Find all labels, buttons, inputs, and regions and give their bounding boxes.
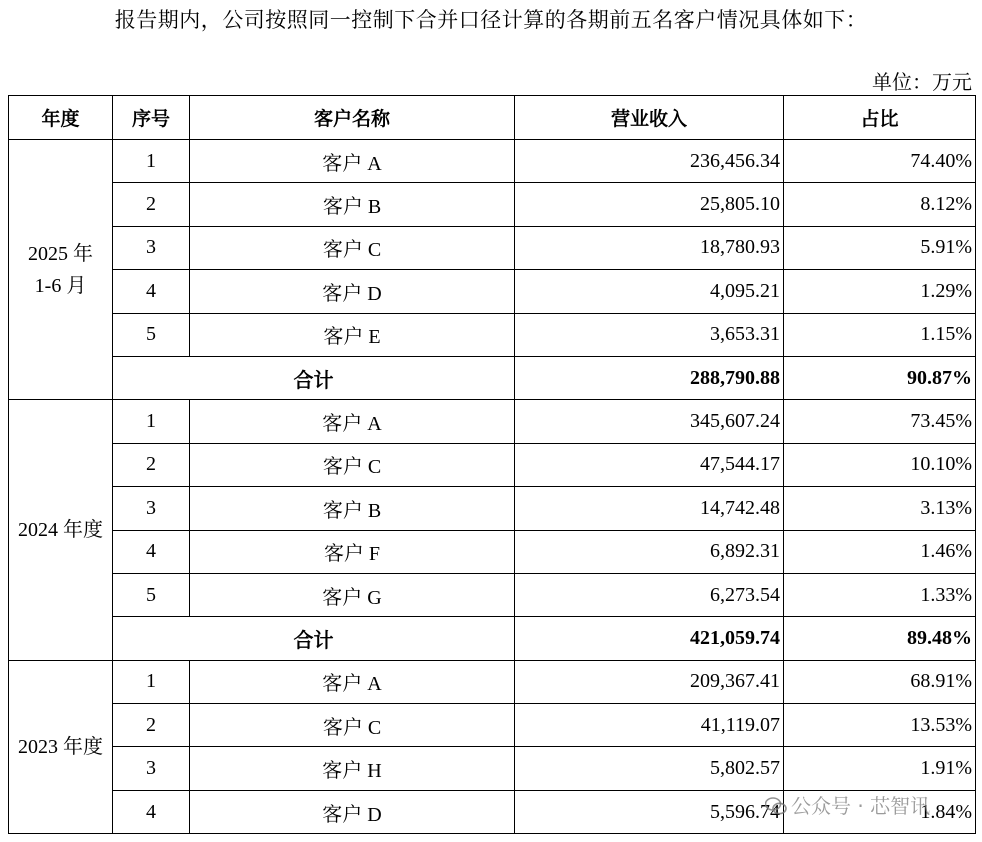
seq-cell: 4 [113,790,190,833]
ratio-cell: 13.53% [784,704,976,747]
top-customers-table [8,95,976,834]
table-row [9,487,976,530]
table-row [9,270,976,313]
customer-name-cell: 客户 B [190,487,515,530]
revenue-cell: 4,095.21 [515,270,784,313]
customer-name-cell: 客户 F [190,530,515,573]
ratio-cell: 3.13% [784,487,976,530]
total-ratio-cell: 90.87% [784,356,976,399]
ratio-cell: 8.12% [784,183,976,226]
table-row [9,790,976,833]
intro-paragraph: 报告期内，公司按照同一控制下合并口径计算的各期前五名客户情况具体如下： [114,8,868,32]
seq-cell: 1 [113,660,190,703]
revenue-cell: 14,742.48 [515,487,784,530]
table-row [9,140,976,183]
customer-name-cell: 客户 B [190,183,515,226]
revenue-cell: 5,596.74 [515,790,784,833]
table-row [9,573,976,616]
total-revenue-cell: 421,059.74 [515,617,784,660]
year-cell: 2024 年度 [9,400,113,660]
customer-name-cell: 客户 A [190,660,515,703]
total-label-cell: 合计 [113,356,515,399]
ratio-cell: 73.45% [784,400,976,443]
seq-cell: 3 [113,747,190,790]
ratio-cell: 1.91% [784,747,976,790]
total-ratio-cell: 89.48% [784,617,976,660]
customer-name-cell: 客户 C [190,443,515,486]
table-row [9,704,976,747]
revenue-cell: 3,653.31 [515,313,784,356]
revenue-cell: 47,544.17 [515,443,784,486]
seq-cell: 2 [113,183,190,226]
unit-label: 单位：万元 [872,72,972,94]
revenue-cell: 5,802.57 [515,747,784,790]
seq-cell: 5 [113,313,190,356]
seq-cell: 1 [113,400,190,443]
revenue-cell: 41,119.07 [515,704,784,747]
customer-name-cell: 客户 A [190,140,515,183]
seq-cell: 2 [113,443,190,486]
table-row [9,226,976,269]
customer-name-cell: 客户 D [190,270,515,313]
table-row [9,443,976,486]
revenue-cell: 236,456.34 [515,140,784,183]
total-row [9,617,976,660]
ratio-cell: 5.91% [784,226,976,269]
table-header-row [9,96,976,140]
customer-name-cell: 客户 H [190,747,515,790]
total-row [9,356,976,399]
customer-name-cell: 客户 A [190,400,515,443]
revenue-cell: 209,367.41 [515,660,784,703]
revenue-cell: 345,607.24 [515,400,784,443]
seq-cell: 3 [113,226,190,269]
customer-name-cell: 客户 D [190,790,515,833]
table-row [9,530,976,573]
ratio-cell: 10.10% [784,443,976,486]
seq-cell: 1 [113,140,190,183]
total-revenue-cell: 288,790.88 [515,356,784,399]
table-row [9,183,976,226]
customer-name-cell: 客户 E [190,313,515,356]
table-row [9,747,976,790]
header-ratio: 占比 [784,96,976,140]
table-row [9,400,976,443]
header-revenue: 营业收入 [515,96,784,140]
ratio-cell: 1.84% [784,790,976,833]
year-cell: 2025 年 1-6 月 [9,140,113,400]
seq-cell: 4 [113,530,190,573]
customer-name-cell: 客户 C [190,704,515,747]
seq-cell: 4 [113,270,190,313]
header-year: 年度 [9,96,113,140]
seq-cell: 2 [113,704,190,747]
table-body [9,140,976,834]
ratio-cell: 1.29% [784,270,976,313]
seq-cell: 5 [113,573,190,616]
ratio-cell: 1.15% [784,313,976,356]
table-row [9,313,976,356]
header-customer-name: 客户名称 [190,96,515,140]
revenue-cell: 18,780.93 [515,226,784,269]
ratio-cell: 1.33% [784,573,976,616]
year-cell: 2023 年度 [9,660,113,834]
ratio-cell: 1.46% [784,530,976,573]
total-label-cell: 合计 [113,617,515,660]
table-row [9,660,976,703]
header-seq: 序号 [113,96,190,140]
ratio-cell: 74.40% [784,140,976,183]
seq-cell: 3 [113,487,190,530]
revenue-cell: 6,892.31 [515,530,784,573]
customer-name-cell: 客户 G [190,573,515,616]
revenue-cell: 25,805.10 [515,183,784,226]
revenue-cell: 6,273.54 [515,573,784,616]
watermark-text: 公众号 · 芯智讯 [791,794,931,818]
customer-name-cell: 客户 C [190,226,515,269]
ratio-cell: 68.91% [784,660,976,703]
